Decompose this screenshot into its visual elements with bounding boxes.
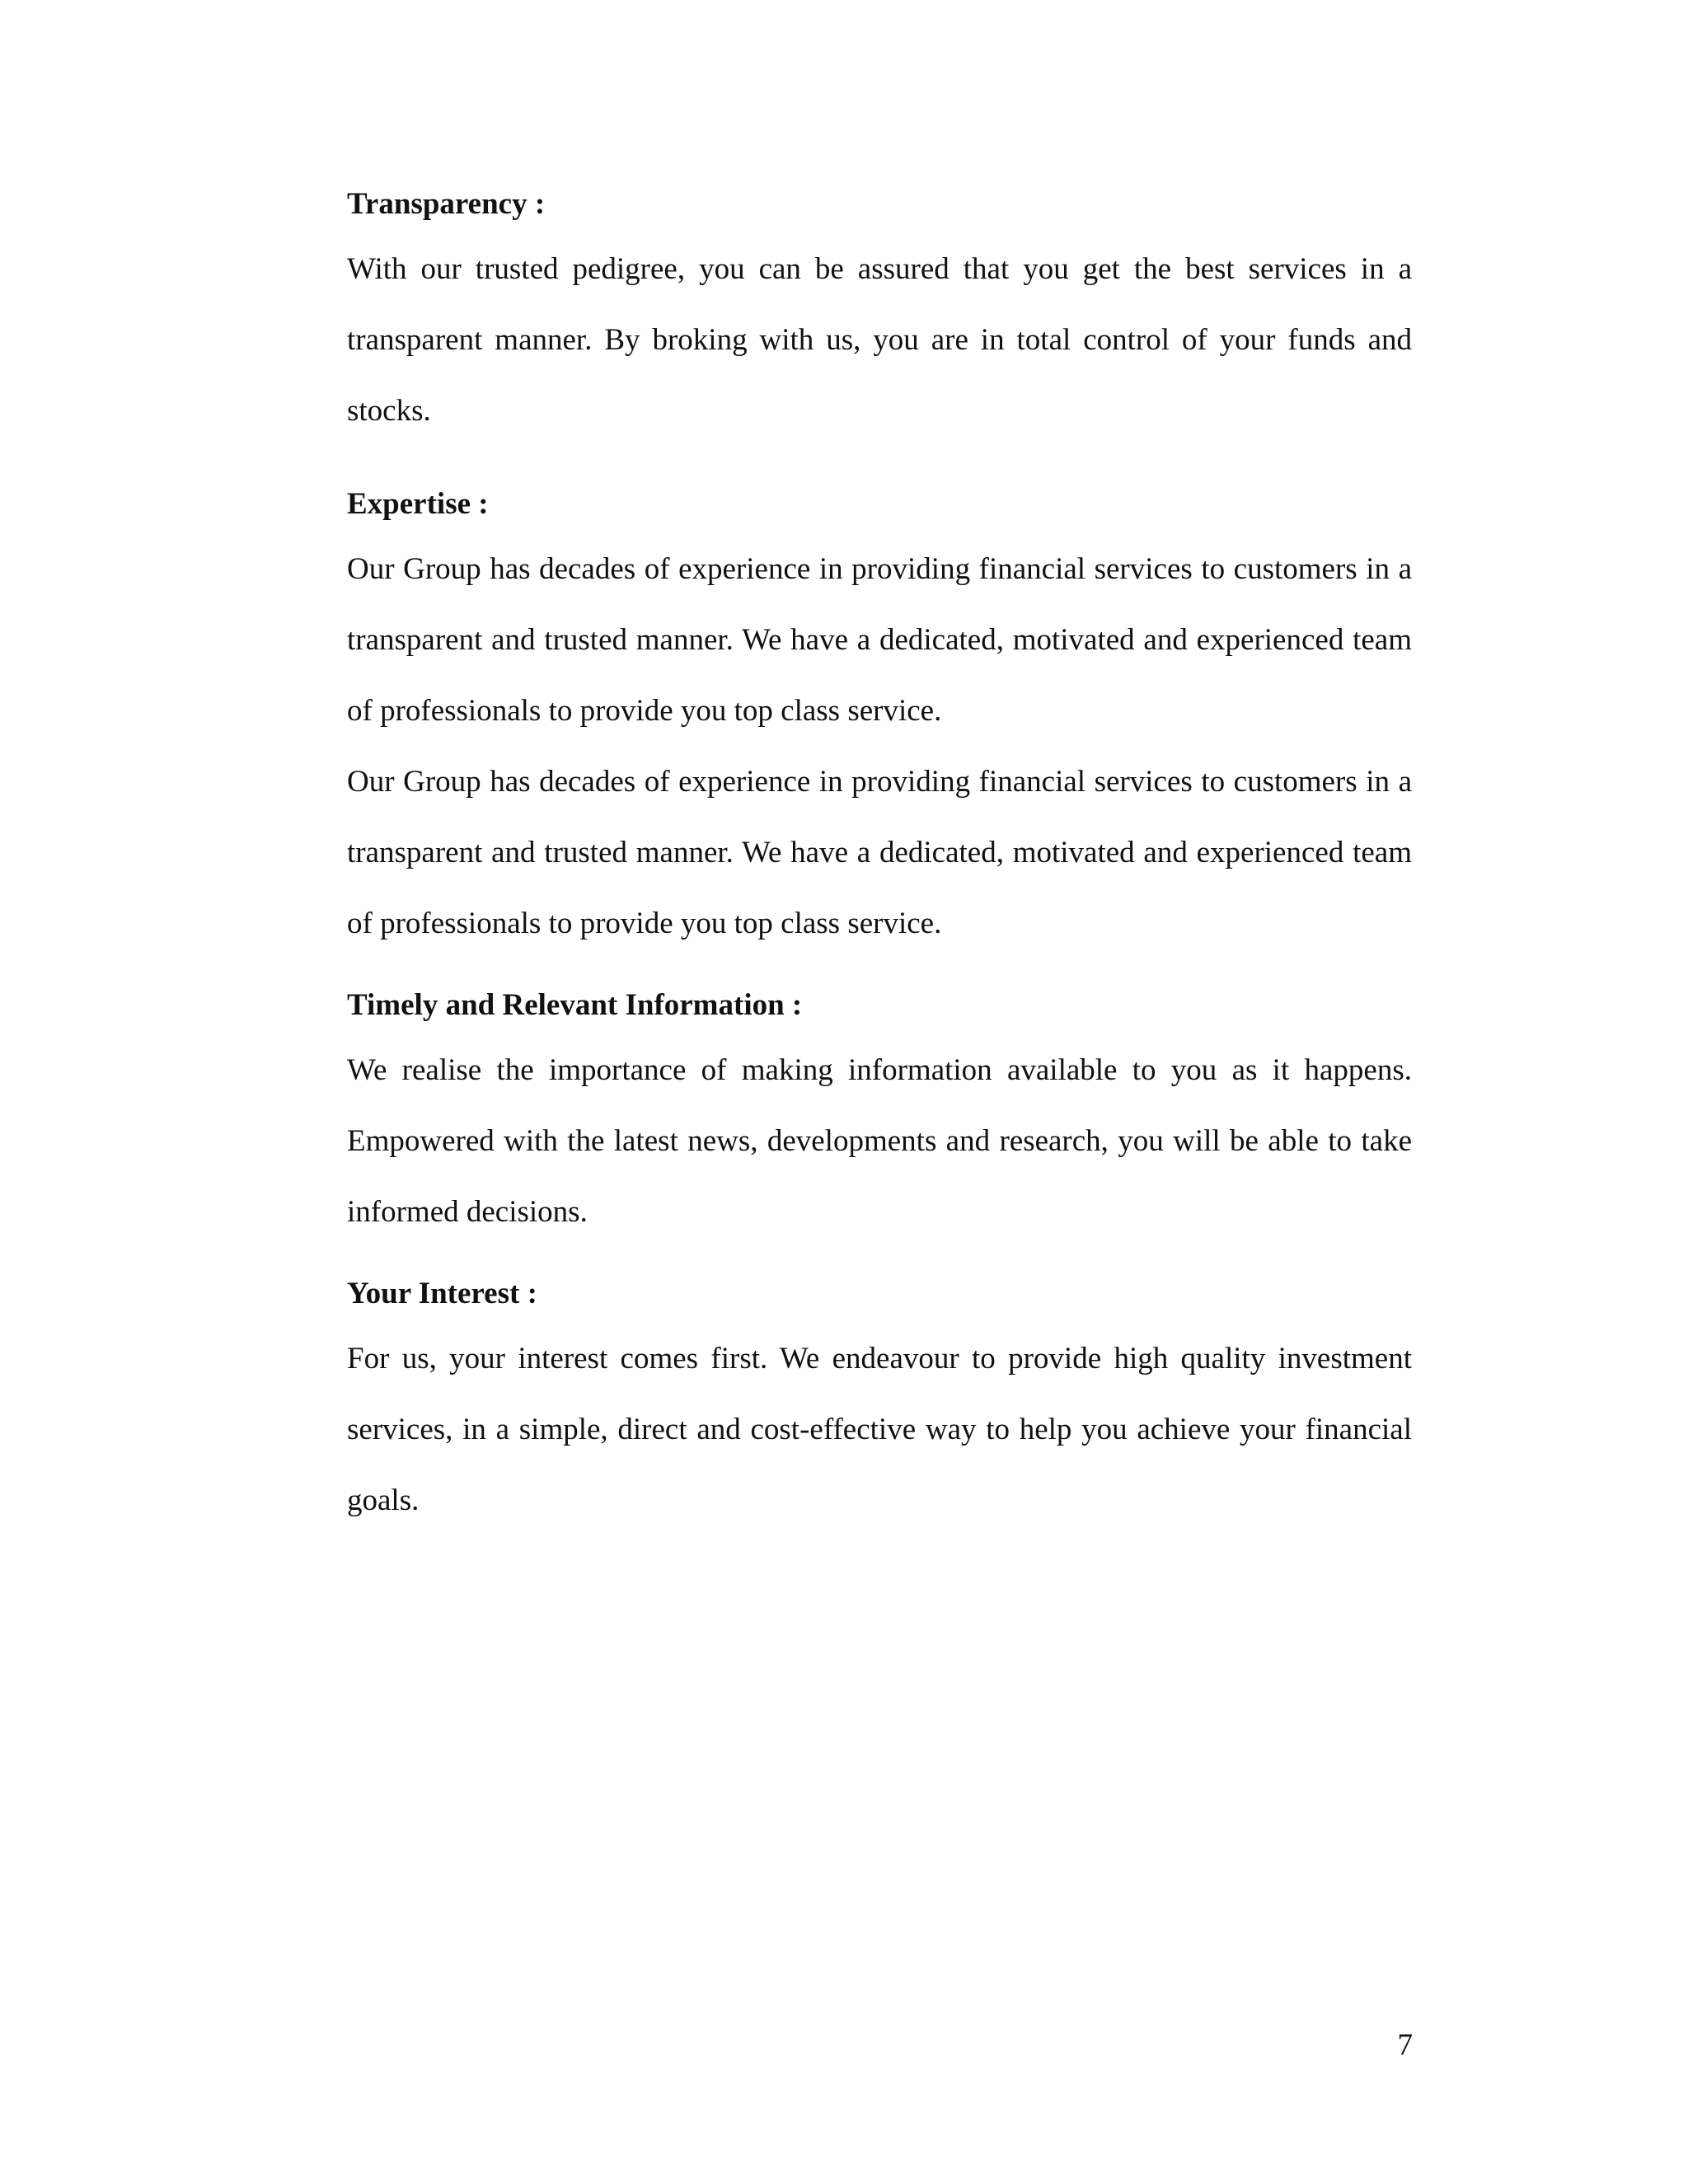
section-paragraph-timely-information: We realise the importance of making information available to you as it happens. Empowered with the latest news, developments and research, you will be able to take informed decisions. [347,1053,1412,1229]
section-paragraph-expertise-2: Our Group has decades of experience in providing financial services to customers in a transparent and trusted manner. We have a dedicated, motivated and experienced team of professionals to provide you top class service. [347,765,1412,940]
section-heading-your-interest: Your Interest : [347,1277,537,1310]
section-heading-timely-information: Timely and Relevant Information : [347,988,803,1022]
section-heading-transparency: Transparency : [347,187,546,221]
section-paragraph-expertise-1: Our Group has decades of experience in providing financial services to customers in a transparent and trusted manner. We have a dedicated, motivated and experienced team of professionals to provide you top class service. [347,552,1412,728]
section-heading-expertise: Expertise : [347,487,489,521]
section-paragraph-your-interest: For us, your interest comes first. We endeavour to provide high quality investment services, in a simple, direct and cost-effective way to help you achieve your financial goals. [347,1342,1412,1517]
section-paragraph-transparency: With our trusted pedigree, you can be assured that you get the best services in a transparent manner. By broking with us, you are in total control of your funds and stocks. [347,252,1412,428]
page-number: 7 [1397,2028,1413,2062]
page-content [347,180,1412,1536]
